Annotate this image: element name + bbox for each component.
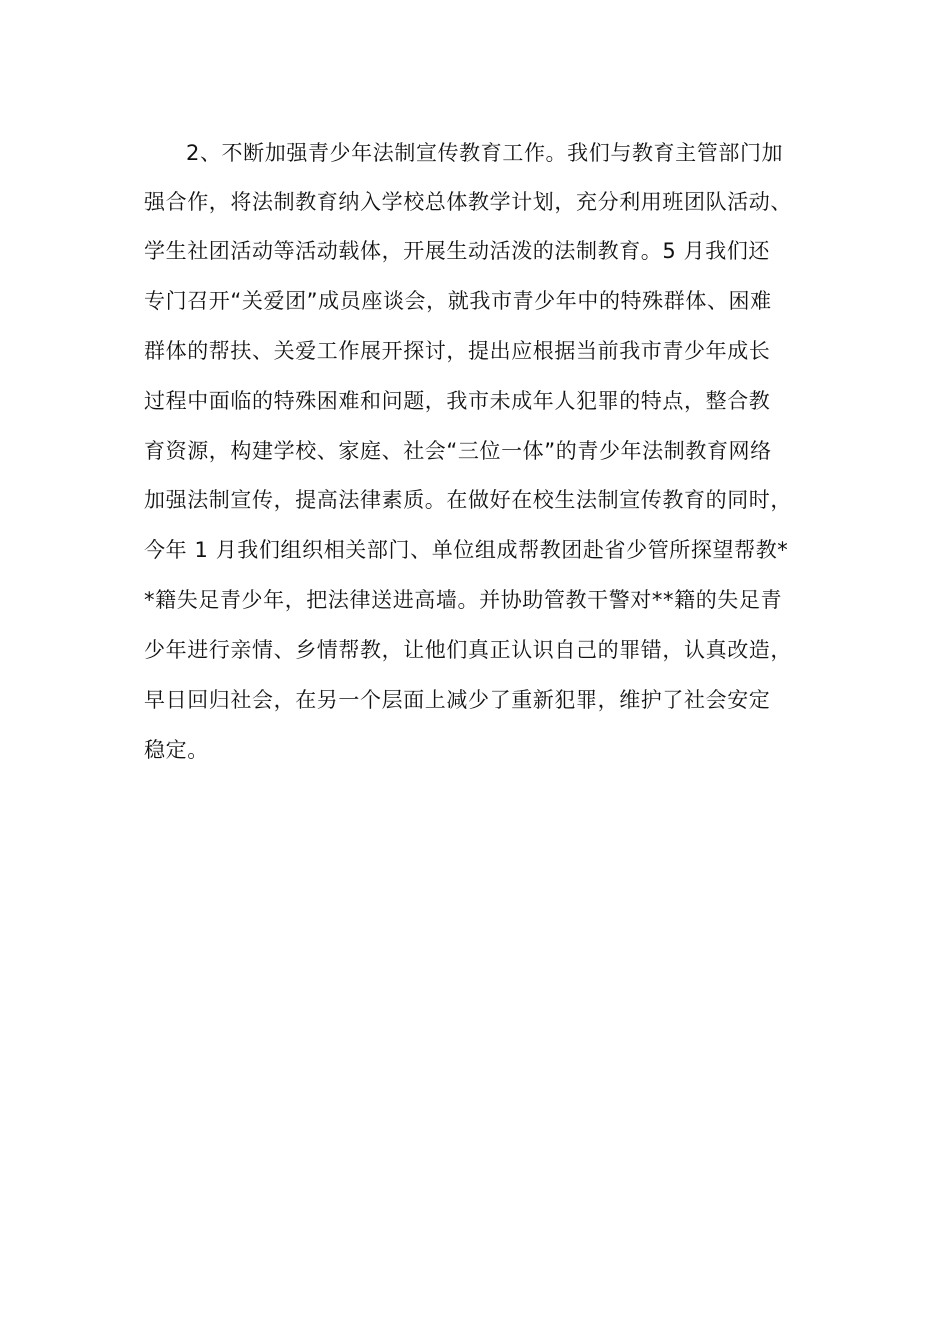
paragraph-line: 学生社团活动等活动载体，开展生动活泼的法制教育。5 月我们还 — [144, 239, 771, 263]
paragraph-line: 育资源，构建学校、家庭、社会“三位一体”的青少年法制教育网络 — [144, 439, 772, 463]
paragraph-line: 专门召开“关爱团”成员座谈会，就我市青少年中的特殊群体、困难 — [144, 289, 772, 313]
paragraph-line: 稳定。 — [144, 738, 209, 762]
paragraph-line: 今年 1 月我们组织相关部门、单位组成帮教团赴省少管所探望帮教* — [144, 538, 789, 562]
paragraph-line: *籍失足青少年，把法律送进高墙。并协助管教干警对**籍的失足青 — [144, 588, 783, 612]
paragraph-line: 加强法制宣传，提高法律素质。在做好在校生法制宣传教育的同时， — [144, 488, 792, 512]
paragraph-line: 2、不断加强青少年法制宣传教育工作。我们与教育主管部门加 — [186, 141, 784, 165]
paragraph-line: 过程中面临的特殊困难和问题，我市未成年人犯罪的特点，整合教 — [144, 389, 771, 413]
paragraph-line: 群体的帮扶、关爱工作展开探讨，提出应根据当前我市青少年成长 — [144, 339, 771, 363]
paragraph-line: 少年进行亲情、乡情帮教，让他们真正认识自己的罪错，认真改造， — [144, 638, 792, 662]
paragraph-line: 早日回归社会，在另一个层面上减少了重新犯罪，维护了社会安定 — [144, 688, 771, 712]
paragraph-line: 强合作，将法制教育纳入学校总体教学计划，充分利用班团队活动、 — [144, 190, 792, 214]
